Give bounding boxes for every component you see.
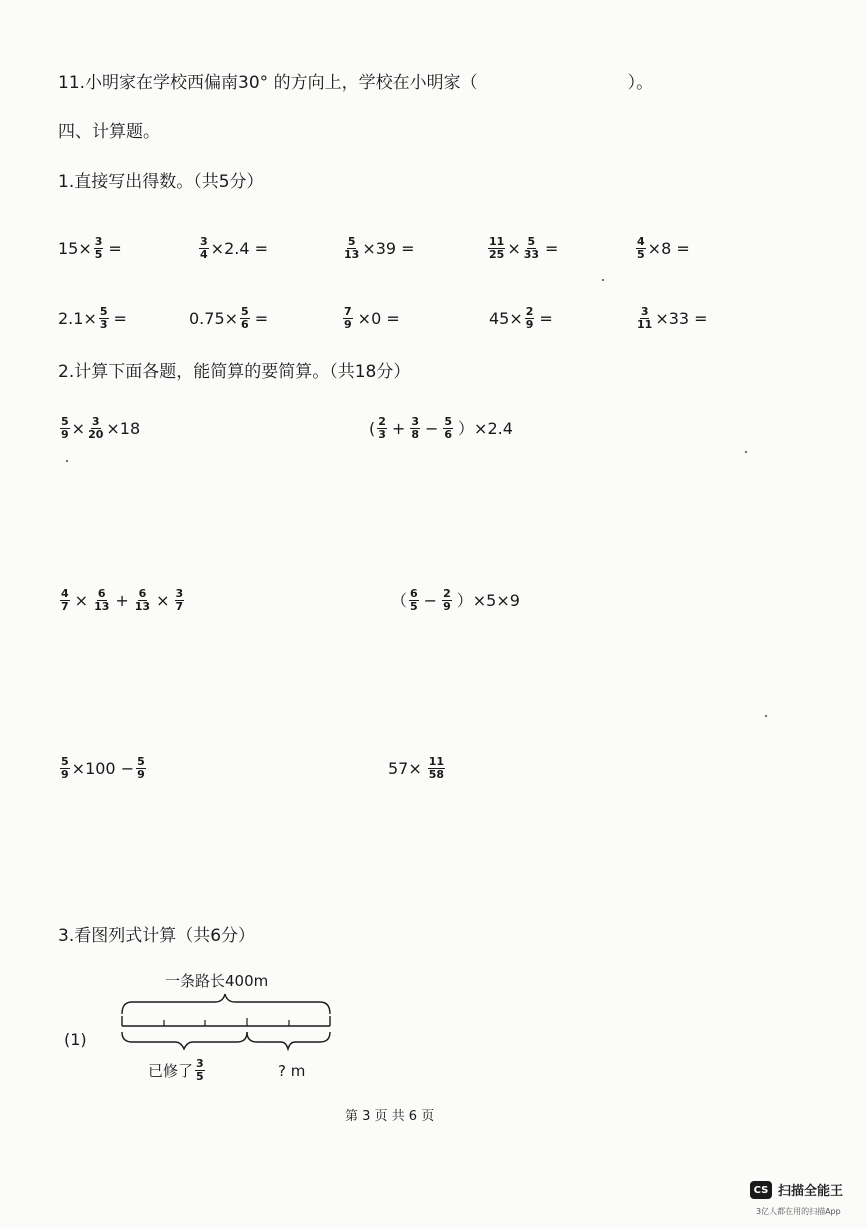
expr-text: = xyxy=(113,308,127,328)
section-4-heading: 四、计算题。 xyxy=(58,122,160,142)
numerator: 5 xyxy=(241,305,249,318)
numerator: 4 xyxy=(61,587,69,600)
numerator: 5 xyxy=(61,415,69,428)
plus-sign: + xyxy=(391,418,406,438)
numerator: 5 xyxy=(61,755,69,768)
expr-text: ×8 = xyxy=(647,238,690,258)
fraction xyxy=(60,588,70,613)
denominator: 6 xyxy=(444,428,453,441)
segment-diagram xyxy=(115,992,340,1052)
scan-speck xyxy=(602,279,604,281)
fraction xyxy=(377,416,387,441)
expr-text: ）×5×9 xyxy=(456,590,520,610)
fraction xyxy=(134,588,151,613)
expr-text: ）×2.4 xyxy=(458,418,513,438)
paren: （ xyxy=(391,590,408,610)
camscanner-name: 扫描全能王 xyxy=(778,1184,844,1199)
denominator: 5 xyxy=(410,600,418,613)
expr-2-6 xyxy=(388,756,447,781)
repaired-text: 已修了 xyxy=(148,1061,194,1080)
expr-text: 0.75× xyxy=(189,308,239,328)
fraction xyxy=(99,306,109,331)
denominator: 8 xyxy=(411,428,419,441)
numerator: 6 xyxy=(97,587,106,600)
numerator: 3 xyxy=(91,415,100,428)
denominator: 9 xyxy=(525,318,534,331)
denominator: 9 xyxy=(344,318,352,331)
fraction xyxy=(60,416,70,441)
fraction xyxy=(488,236,505,261)
denominator: 6 xyxy=(241,318,249,331)
numerator: 3 xyxy=(94,235,103,248)
scan-speck xyxy=(745,451,747,453)
expr-text: ×39 = xyxy=(362,238,415,258)
expr-text: ×2.4 = xyxy=(210,238,268,258)
fraction xyxy=(523,236,540,261)
denominator: 58 xyxy=(428,768,445,781)
denominator: 9 xyxy=(443,600,451,613)
road-length-label: 一条路长400m xyxy=(165,972,269,990)
numerator: 3 xyxy=(640,305,649,318)
camscanner-logo-icon: CS xyxy=(750,1181,772,1199)
scan-speck xyxy=(66,460,68,462)
expr-text: ×100 − xyxy=(71,758,135,778)
unknown-length-label: ? m xyxy=(278,1062,306,1080)
expr-text: 2.1× xyxy=(58,308,97,328)
part-3-title: 3.看图列式计算（共6分） xyxy=(58,926,256,946)
fraction xyxy=(240,306,250,331)
numerator: 11 xyxy=(428,755,445,768)
numerator: 6 xyxy=(138,587,147,600)
denominator: 13 xyxy=(94,600,110,613)
part-2-title: 2.计算下面各题，能简算的要简算。（共18分） xyxy=(58,362,411,382)
fraction xyxy=(428,756,445,781)
numerator: 11 xyxy=(489,235,505,248)
fraction xyxy=(87,416,104,441)
numerator: 3 xyxy=(175,587,184,600)
part-1-title: 1.直接写出得数。（共5分） xyxy=(58,172,264,192)
expr-text: ×33 = xyxy=(655,308,708,328)
calc-2-2 xyxy=(189,306,271,331)
plus-sign: + xyxy=(115,590,129,610)
fraction xyxy=(443,416,453,441)
minus-sign: − xyxy=(424,418,439,438)
expr-text: = xyxy=(545,238,559,258)
expr-2-4 xyxy=(391,588,523,613)
numerator: 7 xyxy=(344,305,352,318)
denominator: 9 xyxy=(61,428,69,441)
scan-speck xyxy=(765,715,767,717)
numerator: 5 xyxy=(347,235,356,248)
calc-1-5 xyxy=(634,236,690,261)
calc-2-5 xyxy=(634,306,708,331)
numerator: 3 xyxy=(411,415,419,428)
expr-2-1 xyxy=(58,416,140,441)
calc-1-1 xyxy=(58,236,125,261)
numerator: 2 xyxy=(525,305,534,318)
expr-text: = xyxy=(108,238,122,258)
numerator: 2 xyxy=(378,415,386,428)
denominator: 7 xyxy=(61,600,69,613)
denominator: 20 xyxy=(88,428,104,441)
fraction xyxy=(442,588,452,613)
fraction xyxy=(94,236,104,261)
fraction xyxy=(636,236,646,261)
expr-text: = xyxy=(539,308,553,328)
question-11-close: ）。 xyxy=(627,73,654,93)
calc-2-4 xyxy=(489,306,556,331)
numerator: 3 xyxy=(196,1057,204,1070)
numerator: 4 xyxy=(637,235,645,248)
numerator: 5 xyxy=(527,235,536,248)
expr-text: × xyxy=(507,238,521,258)
times-sign: × xyxy=(156,590,170,610)
denominator: 9 xyxy=(137,768,145,781)
expr-2-2 xyxy=(369,416,516,441)
page-number: 第 3 页 共 6 页 xyxy=(345,1109,435,1124)
denominator: 13 xyxy=(134,600,151,613)
fraction xyxy=(343,236,360,261)
fraction xyxy=(199,236,209,261)
expr-2-3 xyxy=(58,588,186,613)
fraction xyxy=(410,416,420,441)
denominator: 33 xyxy=(523,248,540,261)
calc-1-2 xyxy=(197,236,268,261)
fraction xyxy=(136,756,146,781)
numerator: 3 xyxy=(200,235,208,248)
denominator: 7 xyxy=(175,600,184,613)
item-label: (1) xyxy=(64,1030,87,1049)
calc-1-3 xyxy=(341,236,415,261)
camscanner-tagline: 3亿人都在用的扫描App xyxy=(756,1207,841,1216)
fraction xyxy=(525,306,535,331)
fraction xyxy=(60,756,70,781)
expr-text: 57× xyxy=(388,758,422,778)
minus-sign: − xyxy=(423,590,438,610)
denominator: 11 xyxy=(637,318,653,331)
calc-1-4 xyxy=(486,236,561,261)
numerator: 5 xyxy=(444,415,453,428)
denominator: 5 xyxy=(196,1070,204,1083)
fraction xyxy=(636,306,653,331)
times-sign: × xyxy=(74,590,89,610)
expr-text: ×0 = xyxy=(357,308,400,328)
denominator: 5 xyxy=(637,248,645,261)
denominator: 4 xyxy=(200,248,208,261)
question-11 xyxy=(58,72,653,94)
denominator: 9 xyxy=(61,768,69,781)
expr-text: 45× xyxy=(489,308,523,328)
calc-2-3 xyxy=(341,306,403,331)
repaired-label xyxy=(148,1058,207,1083)
fraction xyxy=(343,306,353,331)
fraction xyxy=(409,588,419,613)
fraction xyxy=(93,588,110,613)
denominator: 13 xyxy=(344,248,360,261)
expr-text: 15× xyxy=(58,238,92,258)
expr-text: = xyxy=(254,308,269,328)
calc-2-1 xyxy=(58,306,130,331)
denominator: 3 xyxy=(378,428,386,441)
paren: ( xyxy=(369,418,376,438)
fraction xyxy=(175,588,185,613)
denominator: 3 xyxy=(99,318,108,331)
expr-2-5 xyxy=(58,756,148,781)
denominator: 5 xyxy=(94,248,103,261)
fraction xyxy=(195,1058,205,1083)
numerator: 5 xyxy=(137,755,145,768)
denominator: 25 xyxy=(489,248,505,261)
expr-text: ×18 xyxy=(106,418,141,438)
times-sign: × xyxy=(71,418,86,438)
question-11-text: 11.小明家在学校西偏南30° 的方向上，学校在小明家（ xyxy=(58,73,478,93)
numerator: 6 xyxy=(410,587,418,600)
numerator: 2 xyxy=(443,587,451,600)
numerator: 5 xyxy=(99,305,108,318)
